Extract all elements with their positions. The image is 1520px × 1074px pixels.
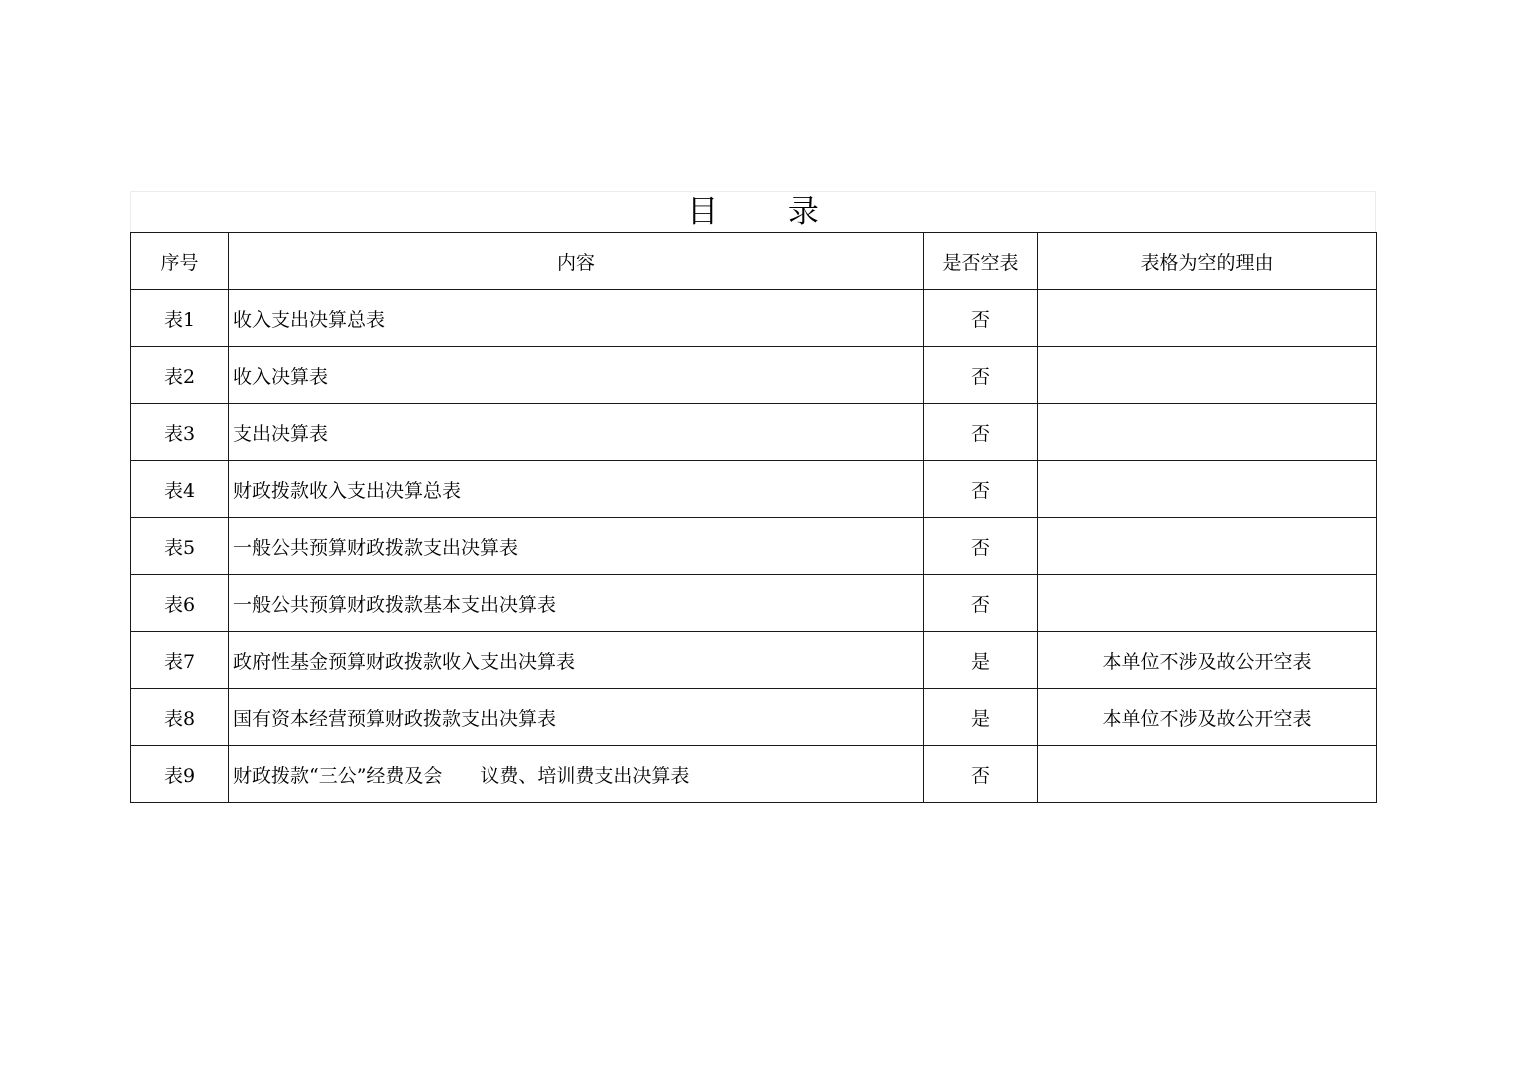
header-index: 序号 bbox=[131, 233, 229, 290]
cell-is-empty: 否 bbox=[924, 290, 1038, 347]
cell-is-empty: 是 bbox=[924, 632, 1038, 689]
cell-is-empty: 否 bbox=[924, 518, 1038, 575]
cell-content: 财政拨款“三公”经费及会 议费、培训费支出决算表 bbox=[229, 746, 924, 803]
cell-index: 表7 bbox=[131, 632, 229, 689]
table-row bbox=[131, 575, 1377, 632]
cell-reason bbox=[1038, 347, 1377, 404]
cell-index: 表9 bbox=[131, 746, 229, 803]
cell-index: 表6 bbox=[131, 575, 229, 632]
cell-index: 表1 bbox=[131, 290, 229, 347]
cell-reason: 本单位不涉及故公开空表 bbox=[1038, 632, 1377, 689]
table-row bbox=[131, 290, 1377, 347]
cell-content: 收入支出决算总表 bbox=[229, 290, 924, 347]
header-content: 内容 bbox=[229, 233, 924, 290]
table-row bbox=[131, 518, 1377, 575]
table-row bbox=[131, 632, 1377, 689]
cell-reason bbox=[1038, 290, 1377, 347]
cell-content: 一般公共预算财政拨款支出决算表 bbox=[229, 518, 924, 575]
cell-is-empty: 否 bbox=[924, 575, 1038, 632]
header-reason: 表格为空的理由 bbox=[1038, 233, 1377, 290]
header-is-empty: 是否空表 bbox=[924, 233, 1038, 290]
cell-content: 国有资本经营预算财政拨款支出决算表 bbox=[229, 689, 924, 746]
cell-is-empty: 否 bbox=[924, 461, 1038, 518]
table-row bbox=[131, 746, 1377, 803]
catalog-sheet bbox=[130, 191, 1376, 803]
cell-index: 表2 bbox=[131, 347, 229, 404]
cell-reason bbox=[1038, 404, 1377, 461]
cell-index: 表4 bbox=[131, 461, 229, 518]
cell-content: 收入决算表 bbox=[229, 347, 924, 404]
page-title: 目 录 bbox=[687, 193, 849, 230]
header-row bbox=[131, 233, 1377, 290]
cell-content: 财政拨款收入支出决算总表 bbox=[229, 461, 924, 518]
table-row bbox=[131, 347, 1377, 404]
cell-is-empty: 否 bbox=[924, 746, 1038, 803]
cell-is-empty: 是 bbox=[924, 689, 1038, 746]
cell-index: 表5 bbox=[131, 518, 229, 575]
cell-reason: 本单位不涉及故公开空表 bbox=[1038, 689, 1377, 746]
cell-reason bbox=[1038, 575, 1377, 632]
title-row bbox=[130, 191, 1376, 232]
cell-reason bbox=[1038, 518, 1377, 575]
cell-reason bbox=[1038, 461, 1377, 518]
cell-is-empty: 否 bbox=[924, 404, 1038, 461]
cell-reason bbox=[1038, 746, 1377, 803]
cell-index: 表3 bbox=[131, 404, 229, 461]
table-row bbox=[131, 404, 1377, 461]
cell-index: 表8 bbox=[131, 689, 229, 746]
table-row bbox=[131, 689, 1377, 746]
cell-content: 政府性基金预算财政拨款收入支出决算表 bbox=[229, 632, 924, 689]
catalog-table bbox=[130, 232, 1377, 803]
cell-is-empty: 否 bbox=[924, 347, 1038, 404]
cell-content: 一般公共预算财政拨款基本支出决算表 bbox=[229, 575, 924, 632]
cell-content: 支出决算表 bbox=[229, 404, 924, 461]
table-row bbox=[131, 461, 1377, 518]
